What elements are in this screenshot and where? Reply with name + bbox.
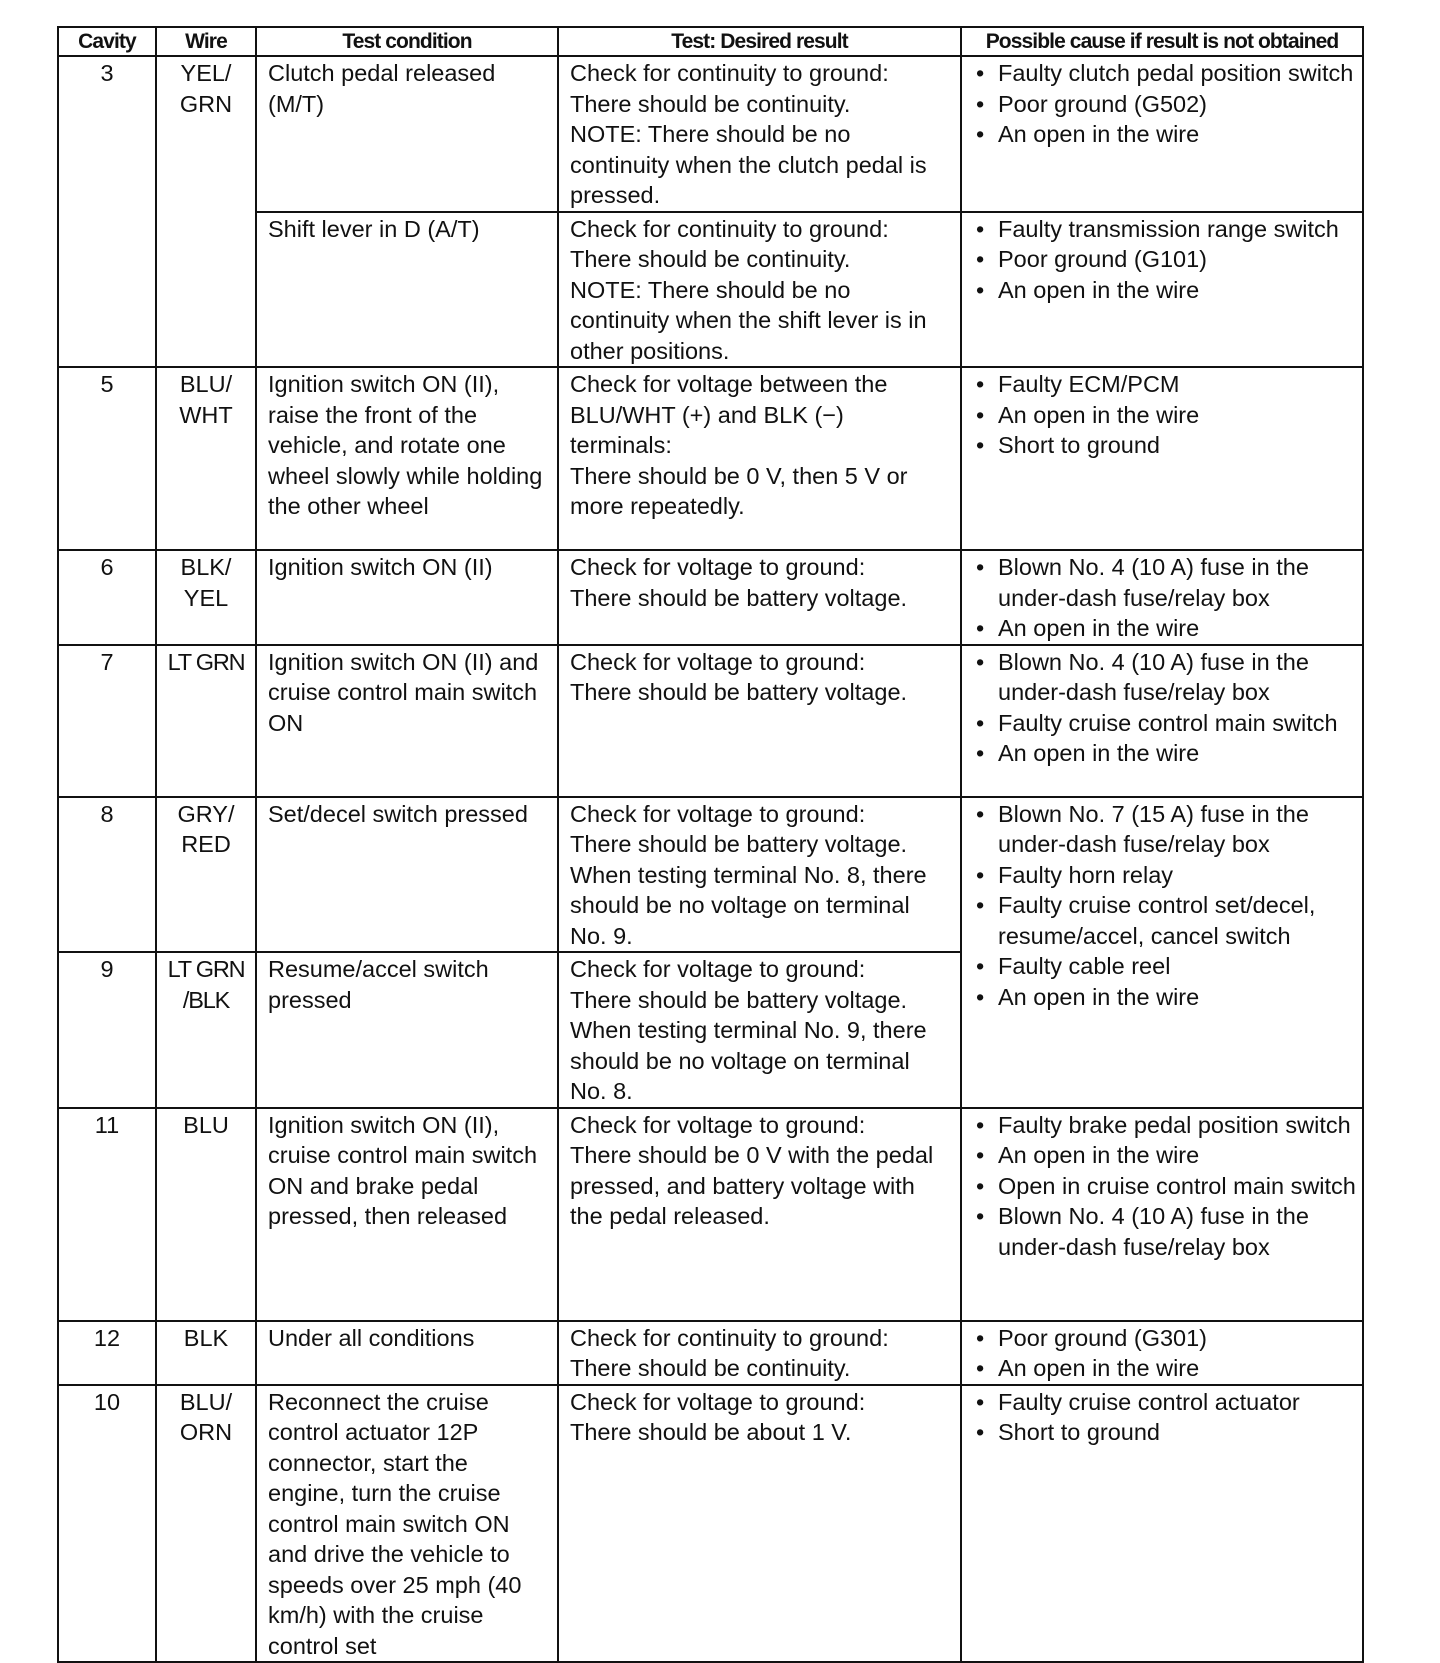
header-row <box>58 27 1363 56</box>
desired-result-cell <box>558 212 961 368</box>
cause-item: • Blown No. 4 (10 A) fuse in the under-dash fuse/relay box <box>976 552 1358 613</box>
test-condition-cell: Resume/accel switch pressed <box>256 952 558 1108</box>
cause-item: • Short to ground <box>976 430 1358 461</box>
cause-item: • Poor ground (G301) <box>976 1323 1358 1354</box>
cause-item: • An open in the wire <box>976 400 1358 431</box>
result-line: There should be continuity. <box>570 1355 851 1381</box>
test-condition-cell: Ignition switch ON (II), cruise control main switch ON and brake pedal pressed, then released <box>256 1108 558 1321</box>
result-line: There should be 0 V, then 5 V or more repeatedly. <box>570 462 908 519</box>
wire-line: BLK/ <box>180 554 232 580</box>
possible-cause-cell <box>961 212 1363 368</box>
cause-item: • Faulty clutch pedal position switch <box>976 58 1358 89</box>
cavity-cell: 12 <box>58 1321 156 1385</box>
wire-cell <box>156 56 256 367</box>
table-row <box>58 367 1363 550</box>
cause-item: • Poor ground (G101) <box>976 244 1358 275</box>
cause-item: • An open in the wire <box>976 275 1358 306</box>
wire-line: /BLK <box>182 986 230 1013</box>
wire-cell <box>156 645 256 797</box>
cavity-cell: 10 <box>58 1385 156 1663</box>
wire-cell <box>156 1385 256 1663</box>
cause-item: • Blown No. 4 (10 A) fuse in the under-dash fuse/relay box <box>976 1201 1358 1262</box>
cause-item: • An open in the wire <box>976 119 1358 150</box>
wire-line: BLU <box>183 1111 229 1138</box>
header-cavity: Cavity <box>58 27 156 56</box>
wire-line: BLU/ <box>179 1388 233 1415</box>
desired-result-cell <box>558 797 961 953</box>
cause-item: • Blown No. 7 (15 A) fuse in the under-dash fuse/relay box <box>976 799 1358 860</box>
desired-result-cell <box>558 550 961 645</box>
cause-item: • Faulty cruise control main switch <box>976 708 1358 739</box>
test-condition-cell: Ignition switch ON (II) <box>256 550 558 645</box>
connector-test-table <box>57 26 1364 1663</box>
cavity-cell: 6 <box>58 550 156 645</box>
result-line: Check for voltage to ground: <box>570 800 866 827</box>
desired-result-cell <box>558 645 961 797</box>
desired-result-cell <box>558 367 961 550</box>
table-row <box>58 797 1363 953</box>
cause-item: • An open in the wire <box>976 982 1358 1013</box>
cavity-cell: 5 <box>58 367 156 550</box>
test-condition-cell: Shift lever in D (A/T) <box>256 212 558 368</box>
wire-cell <box>156 1108 256 1321</box>
cause-item: • Blown No. 4 (10 A) fuse in the under-dash fuse/relay box <box>976 647 1358 708</box>
result-line: Check for voltage to ground: <box>570 956 866 982</box>
possible-cause-cell <box>961 1108 1363 1321</box>
cause-item: • An open in the wire <box>976 738 1358 769</box>
result-line: Check for continuity to ground: <box>570 60 889 86</box>
result-line: When testing terminal No. 8, there should be no voltage on terminal No. 9. <box>570 861 927 949</box>
header-test-condition: Test condition <box>256 27 558 56</box>
connector-test-table-sheet <box>57 26 1362 1659</box>
possible-cause-cell <box>961 797 1363 1108</box>
cause-item: • Faulty cable reel <box>976 951 1358 982</box>
result-line: Check for voltage to ground: <box>570 648 866 675</box>
possible-cause-cell <box>961 367 1363 550</box>
desired-result-cell <box>558 1321 961 1385</box>
possible-cause-cell <box>961 645 1363 797</box>
wire-cell <box>156 1321 256 1385</box>
test-condition-cell: Clutch pedal released (M/T) <box>256 56 558 212</box>
wire-line: ORN <box>179 1419 233 1445</box>
cause-item: • An open in the wire <box>976 1140 1358 1171</box>
cause-item: • An open in the wire <box>976 613 1358 644</box>
test-condition-cell: Ignition switch ON (II) and cruise control main switch ON <box>256 645 558 797</box>
table-row <box>58 645 1363 797</box>
wire-line: RED <box>181 831 231 857</box>
result-line: There should be 0 V with the pedal pressed, and battery voltage with the pedal released. <box>570 1142 934 1229</box>
result-line: When testing terminal No. 9, there should be no voltage on terminal No. 8. <box>570 1017 927 1104</box>
result-line: There should be about 1 V. <box>570 1419 852 1445</box>
result-line: Check for continuity to ground: <box>570 215 889 242</box>
test-condition-cell: Set/decel switch pressed <box>256 797 558 953</box>
desired-result-cell <box>558 952 961 1108</box>
cavity-cell: 11 <box>58 1108 156 1321</box>
result-line: There should be battery voltage. <box>570 679 908 705</box>
cause-item: • Short to ground <box>976 1417 1358 1448</box>
result-line: NOTE: There should be no continuity when the shift lever is in other positions. <box>570 276 927 364</box>
result-line: Check for voltage to ground: <box>570 554 866 580</box>
cause-item: • Poor ground (G502) <box>976 89 1358 120</box>
cause-item: • An open in the wire <box>976 1353 1358 1384</box>
header-possible-cause: Possible cause if result is not obtained <box>961 27 1363 56</box>
result-line: Check for voltage to ground: <box>570 1111 866 1138</box>
possible-cause-cell <box>961 550 1363 645</box>
result-line: NOTE: There should be no continuity when the clutch pedal is pressed. <box>570 121 927 208</box>
desired-result-cell <box>558 1385 961 1663</box>
test-condition-cell: Reconnect the cruise control actuator 12P connector, start the engine, turn the cruise control main switch ON and drive the vehicle to speeds over 25 mph (40 km/h) with the cruise control set <box>256 1385 558 1663</box>
wire-line: GRN <box>179 90 233 117</box>
cavity-cell: 3 <box>58 56 156 367</box>
table-row <box>58 1108 1363 1321</box>
wire-line: YEL/ <box>180 60 232 86</box>
result-line: There should be continuity. <box>570 90 851 117</box>
wire-cell <box>156 952 256 1108</box>
cause-item: • Faulty transmission range switch <box>976 214 1358 245</box>
possible-cause-cell <box>961 1321 1363 1385</box>
result-line: There should be battery voltage. <box>570 584 908 611</box>
cause-item: • Faulty cruise control actuator <box>976 1387 1358 1418</box>
wire-line: BLU/ <box>179 371 233 397</box>
result-line: There should be continuity. <box>570 246 851 272</box>
wire-line: YEL <box>183 584 229 611</box>
result-line: Check for voltage between the BLU/WHT (+) and BLK (−) terminals: <box>570 371 888 458</box>
result-line: There should be battery voltage. <box>570 831 908 857</box>
table-row <box>58 1385 1363 1663</box>
wire-line: BLK <box>183 1324 229 1351</box>
wire-cell <box>156 367 256 550</box>
wire-line: LT GRN <box>167 956 245 982</box>
cause-item: • Open in cruise control main switch <box>976 1171 1358 1202</box>
desired-result-cell <box>558 56 961 212</box>
table-row <box>58 1321 1363 1385</box>
cause-item: • Faulty cruise control set/decel, resume/accel, cancel switch <box>976 890 1358 951</box>
result-line: Check for voltage to ground: <box>570 1388 866 1415</box>
result-line: There should be battery voltage. <box>570 986 908 1013</box>
test-condition-cell: Under all conditions <box>256 1321 558 1385</box>
table-row <box>58 56 1363 212</box>
test-condition-cell: Ignition switch ON (II), raise the front of the vehicle, and rotate one wheel slowly while holding the other wheel <box>256 367 558 550</box>
wire-line: WHT <box>179 401 233 428</box>
header-desired-result: Test: Desired result <box>558 27 961 56</box>
desired-result-cell <box>558 1108 961 1321</box>
cavity-cell: 7 <box>58 645 156 797</box>
cause-item: • Faulty brake pedal position switch <box>976 1110 1358 1141</box>
possible-cause-cell <box>961 56 1363 212</box>
wire-cell <box>156 797 256 953</box>
wire-line: LT GRN <box>167 648 245 675</box>
possible-cause-cell <box>961 1385 1363 1663</box>
table-row <box>58 550 1363 645</box>
header-wire: Wire <box>156 27 256 56</box>
cause-item: • Faulty ECM/PCM <box>976 369 1358 400</box>
cavity-cell: 9 <box>58 952 156 1108</box>
cause-item: • Faulty horn relay <box>976 860 1358 891</box>
wire-line: GRY/ <box>177 800 235 827</box>
cavity-cell: 8 <box>58 797 156 953</box>
wire-cell <box>156 550 256 645</box>
result-line: Check for continuity to ground: <box>570 1324 889 1351</box>
